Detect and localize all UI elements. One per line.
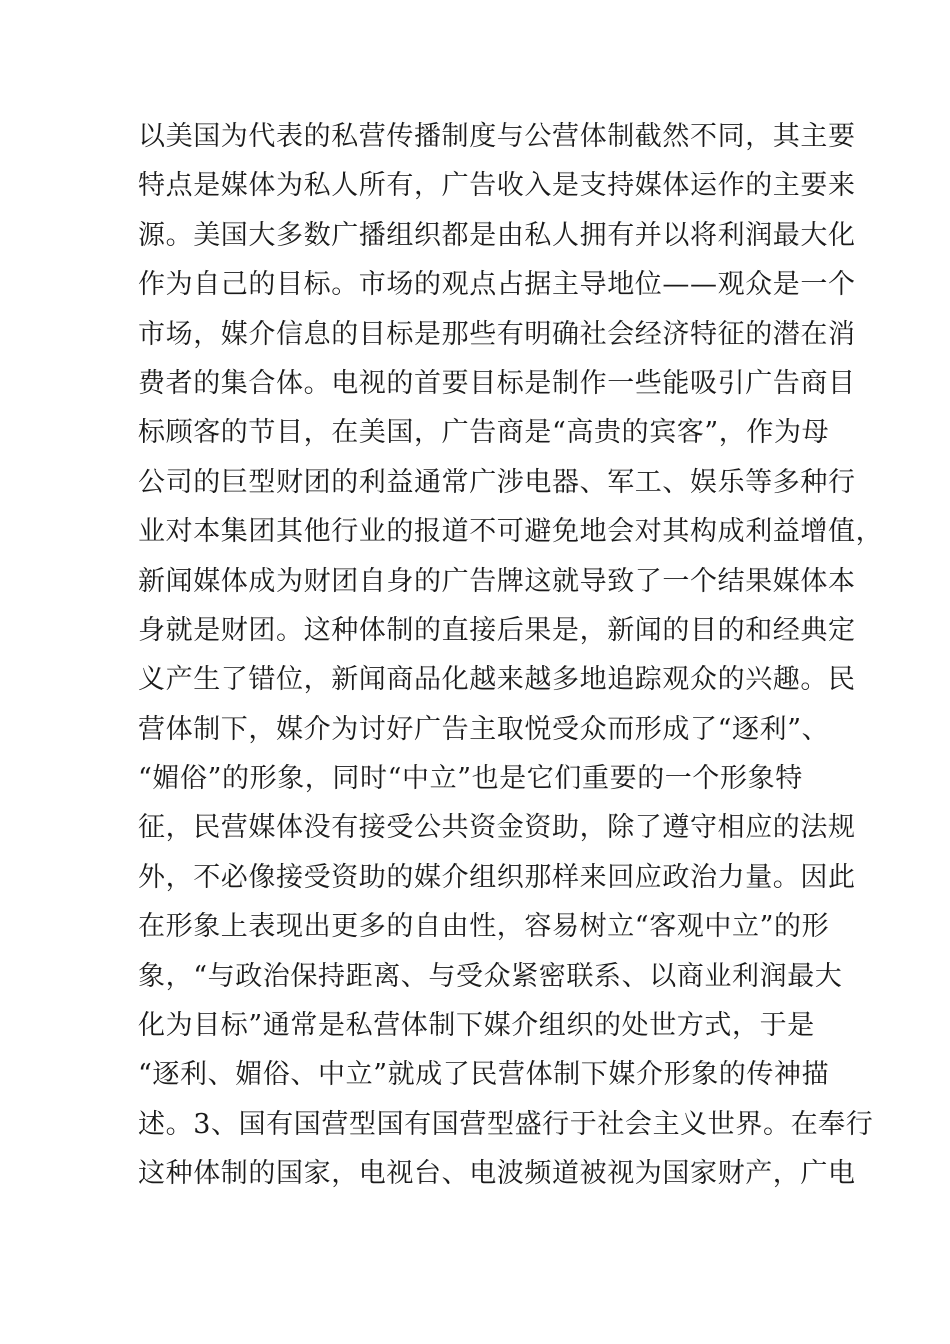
text-line: “逐利、媚俗、中立”就成了民营体制下媒介形象的传神描 <box>138 1059 830 1091</box>
text-line: 市场，媒介信息的目标是那些有明确社会经济特征的潜在消 <box>138 318 856 350</box>
text-line: 源。美国大多数广播组织都是由私人拥有并以将利润最大化 <box>138 219 856 251</box>
body-paragraph <box>138 112 884 1199</box>
text-line: 在形象上表现出更多的自由性，容易树立“客观中立”的形 <box>138 911 830 943</box>
text-line: 义产生了错位，新闻商品化越来越多地追踪观众的兴趣。民 <box>138 664 856 696</box>
text-line: 身就是财团。这种体制的直接后果是，新闻的目的和经典定 <box>138 614 856 646</box>
text-line: 业对本集团其他行业的报道不可避免地会对其构成利益增值， <box>138 516 884 548</box>
text-line: 特点是媒体为私人所有，广告收入是支持媒体运作的主要来 <box>138 170 856 202</box>
text-line: 这种体制的国家，电视台、电波频道被视为国家财产，广电 <box>138 1158 856 1190</box>
text-line: 外，不必像接受资助的媒介组织那样来回应政治力量。因此 <box>138 861 856 893</box>
text-line: 述。3、国有国营型国有国营型盛行于社会主义世界。在奉行 <box>138 1108 874 1140</box>
text-line: 费者的集合体。电视的首要目标是制作一些能吸引广告商目 <box>138 367 856 399</box>
text-line: 标顾客的节目，在美国，广告商是“高贵的宾客”，作为母 <box>138 417 830 449</box>
text-line: 象，“与政治保持距离、与受众紧密联系、以商业利润最大 <box>138 960 843 992</box>
text-line: 营体制下，媒介为讨好广告主取悦受众而形成了“逐利”、 <box>138 713 830 745</box>
text-line: 征，民营媒体没有接受公共资金资助，除了遵守相应的法规 <box>138 812 856 844</box>
text-line: 以美国为代表的私营传播制度与公营体制截然不同，其主要 <box>138 121 856 152</box>
text-line: 公司的巨型财团的利益通常广涉电器、军工、娱乐等多种行 <box>138 466 856 498</box>
text-line: “媚俗”的形象，同时“中立”也是它们重要的一个形象特 <box>138 763 803 795</box>
text-line: 新闻媒体成为财团自身的广告牌这就导致了一个结果媒体本 <box>138 565 856 597</box>
text-line: 化为目标”通常是私营体制下媒介组织的处世方式，于是 <box>138 1010 815 1042</box>
text-line: 作为自己的目标。市场的观点占据主导地位——观众是一个 <box>138 269 856 301</box>
